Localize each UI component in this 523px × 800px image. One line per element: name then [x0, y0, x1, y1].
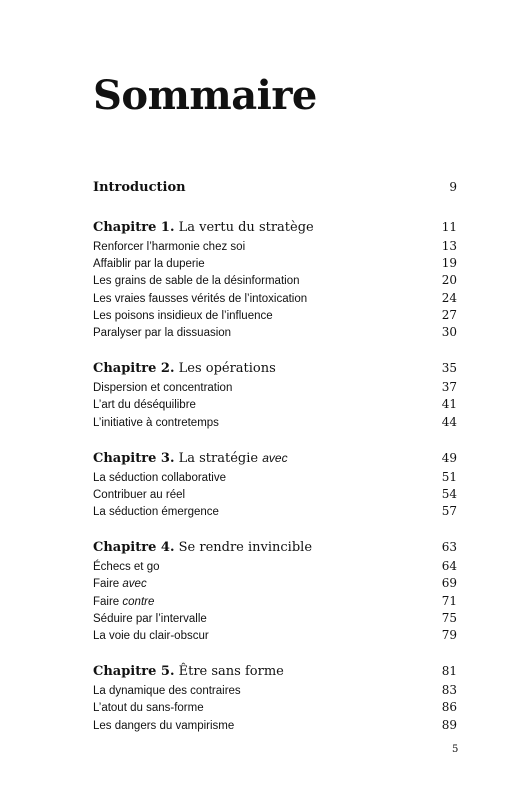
toc-section-row — [93, 718, 457, 735]
toc-section-row — [93, 415, 457, 432]
toc-section-row — [93, 470, 457, 487]
toc-section-page: 44 — [441, 414, 457, 429]
toc-section-row — [93, 611, 457, 628]
toc-section-text: Les vraies fausses vérités de l’intoxication — [93, 292, 308, 305]
toc-section-text-italic: avec — [122, 578, 147, 591]
toc-chapter-title: Se rendre invincible — [174, 540, 313, 556]
toc-section-title — [93, 613, 207, 625]
toc-section-text-italic: contre — [122, 595, 155, 608]
toc-section-page: 51 — [441, 469, 457, 484]
toc-section-text: La dynamique des contraires — [93, 685, 241, 698]
toc-section-title — [93, 578, 147, 590]
toc-section-row — [93, 308, 457, 325]
toc-section-title — [93, 399, 196, 411]
toc-section-text: Faire — [93, 595, 123, 608]
toc-chapter-3 — [93, 449, 457, 522]
toc-section-page: 20 — [441, 273, 457, 288]
toc-section-text: Séduire par l’intervalle — [93, 612, 207, 625]
toc-section-title — [93, 472, 226, 484]
toc-chapter-1 — [93, 218, 457, 342]
toc-chapter-row — [93, 218, 457, 238]
toc-section-row — [93, 700, 457, 717]
toc-chapter-title-italic: avec — [262, 450, 288, 465]
toc-chapter-row — [93, 359, 457, 379]
toc-section-text: La voie du clair-obscur — [93, 630, 209, 642]
toc-section-row — [93, 594, 457, 611]
toc-section-row — [93, 576, 457, 593]
toc-section-text: La séduction collaborative — [93, 471, 226, 484]
toc-section-text: Renforcer l’harmonie chez soi — [93, 241, 246, 253]
toc-section-page: 54 — [441, 486, 457, 501]
toc-chapter-label: Chapitre 5. — [93, 664, 175, 680]
toc-section-title — [93, 685, 241, 697]
toc-section-page: 69 — [441, 576, 457, 591]
toc-section-title — [93, 293, 307, 305]
page-number: 5 — [452, 744, 459, 755]
toc-section-title — [93, 630, 209, 642]
toc-chapter-heading — [93, 449, 288, 467]
toc-section-page: 64 — [441, 559, 457, 574]
toc-section-row — [93, 273, 457, 290]
toc-section-text: Échecs et go — [93, 561, 160, 574]
table-of-contents — [93, 180, 457, 735]
toc-section-text: La séduction émergence — [93, 506, 219, 519]
toc-chapter-row — [93, 538, 457, 558]
toc-chapter-title: La vertu du stratège — [174, 220, 314, 235]
toc-introduction-page: 9 — [449, 180, 457, 194]
toc-section-title — [93, 327, 231, 339]
toc-section-page: 37 — [441, 380, 457, 395]
toc-chapter-label: Chapitre 3. — [93, 450, 175, 466]
toc-section-row — [93, 628, 457, 645]
toc-section-row — [93, 504, 457, 521]
toc-chapter-title: La stratégie — [174, 450, 263, 466]
page-title: Sommaire — [93, 72, 317, 119]
toc-chapter-2 — [93, 359, 457, 432]
toc-section-page: 86 — [441, 700, 457, 715]
toc-chapter-page: 81 — [441, 664, 457, 679]
toc-section-text: L’atout du sans-forme — [93, 702, 204, 715]
toc-chapter-row — [93, 662, 457, 682]
toc-section-row — [93, 239, 457, 256]
toc-section-title — [93, 596, 154, 608]
toc-section-page: 83 — [441, 683, 457, 698]
toc-section-title — [93, 720, 234, 732]
toc-introduction-row — [93, 180, 457, 200]
toc-section-text: Les dangers du vampirisme — [93, 719, 235, 732]
toc-section-page: 75 — [441, 610, 457, 625]
toc-section-page: 30 — [441, 324, 457, 339]
toc-introduction-label: Introduction — [93, 180, 186, 195]
toc-section-title — [93, 382, 232, 394]
toc-section-text: Les grains de sable de la désinformation — [93, 275, 300, 288]
toc-chapter-page: 63 — [441, 540, 457, 555]
toc-section-page: 57 — [441, 504, 457, 519]
toc-section-text: L’initiative à contretemps — [93, 416, 219, 429]
toc-chapter-heading — [93, 359, 276, 377]
toc-section-title — [93, 310, 273, 322]
toc-chapter-heading — [93, 538, 312, 556]
toc-section-page: 71 — [441, 593, 457, 608]
toc-section-text: Faire — [93, 578, 123, 591]
toc-section-text: Contribuer au réel — [93, 488, 186, 501]
toc-section-page: 13 — [441, 239, 457, 253]
toc-section-row — [93, 559, 457, 576]
toc-section-title — [93, 417, 219, 429]
toc-section-title — [93, 506, 219, 518]
toc-section-row — [93, 397, 457, 414]
toc-chapter-4 — [93, 538, 457, 645]
toc-section-row — [93, 291, 457, 308]
toc-section-page: 19 — [441, 256, 457, 271]
toc-section-page: 89 — [441, 717, 457, 732]
toc-section-text: Paralyser par la dissuasion — [93, 326, 232, 339]
toc-chapter-page: 35 — [441, 361, 457, 376]
toc-chapter-5 — [93, 662, 457, 735]
toc-chapter-title: Les opérations — [174, 361, 276, 377]
toc-chapter-label: Chapitre 4. — [93, 540, 175, 556]
toc-chapter-row — [93, 449, 457, 469]
toc-section-text: Les poisons insidieux de l’influence — [93, 309, 273, 322]
toc-section-text: Dispersion et concentration — [93, 382, 233, 395]
toc-chapter-page: 49 — [441, 450, 457, 465]
toc-section-page: 41 — [441, 397, 457, 412]
toc-section-row — [93, 683, 457, 700]
toc-chapter-label: Chapitre 2. — [93, 361, 175, 377]
toc-section-row — [93, 325, 457, 342]
toc-chapter-page: 11 — [441, 220, 457, 234]
toc-section-title — [93, 241, 245, 253]
toc-chapter-label: Chapitre 1. — [93, 220, 175, 235]
toc-section-row — [93, 256, 457, 273]
toc-section-page: 27 — [441, 307, 457, 322]
toc-section-text: L’art du déséquilibre — [93, 399, 196, 412]
toc-chapter-title: Être sans forme — [174, 664, 284, 680]
toc-section-title — [93, 258, 205, 270]
toc-section-page: 24 — [441, 290, 457, 305]
toc-section-title — [93, 561, 159, 573]
toc-section-title — [93, 489, 185, 501]
toc-section-row — [93, 487, 457, 504]
toc-chapter-heading — [93, 662, 284, 680]
toc-section-title — [93, 702, 204, 714]
toc-section-page: 79 — [441, 628, 457, 642]
toc-section-text: Affaiblir par la duperie — [93, 258, 205, 271]
toc-section-title — [93, 275, 300, 287]
toc-section-row — [93, 380, 457, 397]
toc-chapter-heading — [93, 218, 314, 236]
toc-chapters — [93, 218, 457, 735]
